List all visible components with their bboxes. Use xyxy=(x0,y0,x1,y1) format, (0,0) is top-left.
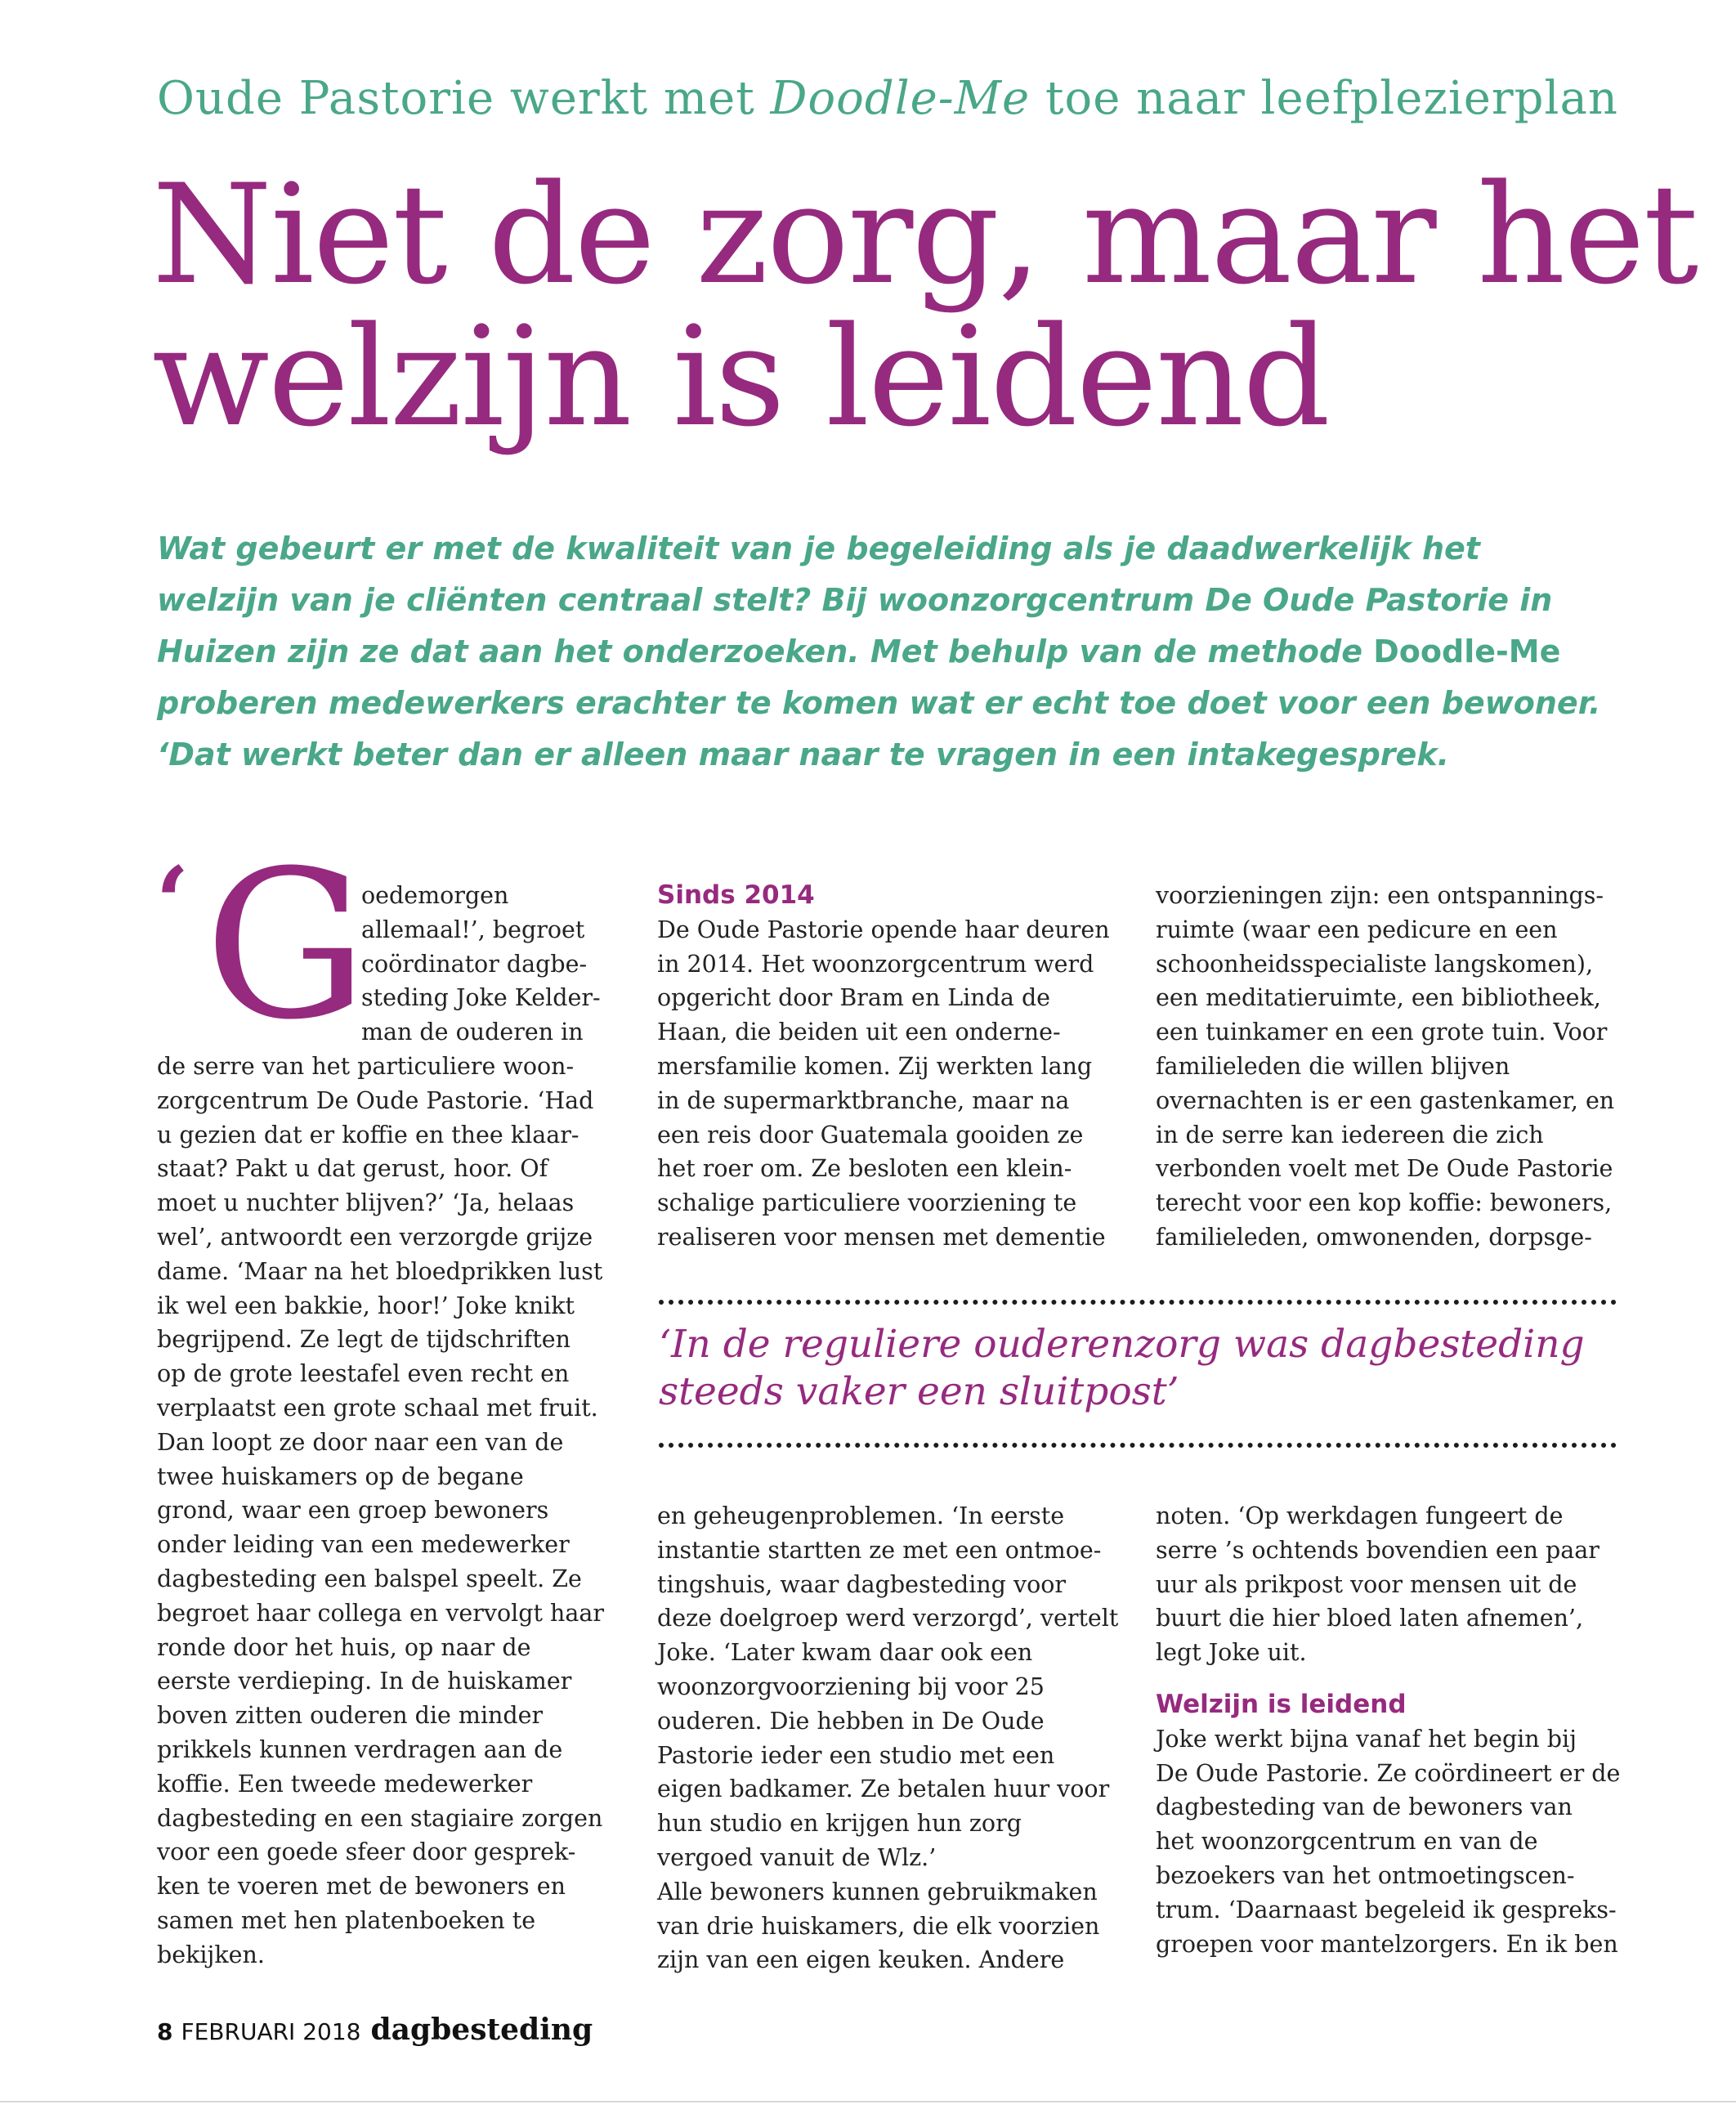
page-footer xyxy=(157,2013,593,2047)
dropcap-quote-mark: ‘ xyxy=(155,845,190,960)
text-line: tingshuis, waar dagbesteding voor xyxy=(657,1570,1067,1598)
text-line: onder leiding van een medewerker xyxy=(157,1531,570,1559)
text-line: legt Joke uit. xyxy=(1156,1639,1307,1667)
magazine-name: dagbesteding xyxy=(370,2013,593,2047)
page-bottom-rule xyxy=(0,2101,1736,2102)
text-line: u gezien dat er koffie en thee klaar- xyxy=(157,1121,579,1149)
text-line: noten. ‘Op werkdagen fungeert de xyxy=(1156,1502,1564,1529)
text-line: zijn van een eigen keuken. Andere xyxy=(657,1946,1065,1974)
intro-line-4: proberen medewerkers erachter te komen wat er echt toe doet voor een bewoner. xyxy=(157,685,1601,721)
text-line: serre ’s ochtends bovendien een paar xyxy=(1156,1536,1600,1564)
text-line: woonzorgvoorziening bij voor 25 xyxy=(657,1672,1045,1700)
text-line: grond, waar een groep bewoners xyxy=(157,1497,549,1525)
text-line: ken te voeren met de bewoners en xyxy=(157,1873,566,1901)
intro-line-3 xyxy=(157,626,1693,678)
text-line: ik wel een bakkie, hoor!’ Joke knikt xyxy=(157,1292,575,1319)
text-line: bekijken. xyxy=(157,1941,265,1968)
headline-line-2: welzijn is leidend xyxy=(152,297,1329,457)
text-line: ouderen. Die hebben in De Oude xyxy=(657,1707,1045,1735)
text-line: De Oude Pastorie. Ze coördineert er de xyxy=(1156,1759,1621,1787)
text-line: twee huiskamers op de begane xyxy=(157,1462,524,1490)
column-1-lines xyxy=(157,879,615,1972)
text-line: schoonheidsspecialiste langskomen), xyxy=(1156,950,1594,978)
headline xyxy=(152,154,1705,457)
text-line: koffie. Een tweede medewerker xyxy=(157,1770,533,1798)
headline-line-1: Niet de zorg, maar het xyxy=(152,154,1698,315)
column-2-bottom-lines xyxy=(657,1499,1119,1977)
text-line: vergoed vanuit de Wlz.’ xyxy=(657,1843,937,1871)
kicker-italic: Doodle-Me xyxy=(770,72,1031,125)
text-line: buurt die hier bloed laten afnemen’, xyxy=(1156,1605,1584,1632)
text-line: De Oude Pastorie opende haar deuren xyxy=(657,916,1110,943)
text-line: dagbesteding van de bewoners van xyxy=(1156,1793,1573,1821)
text-line: Haan, die beiden uit een onderne- xyxy=(657,1019,1061,1046)
text-line: boven zitten ouderen die minder xyxy=(157,1702,544,1730)
text-line: Alle bewoners kunnen gebruikmaken xyxy=(657,1878,1098,1905)
text-line: trum. ‘Daarnaast begeleid ik gespreks- xyxy=(1156,1896,1617,1923)
text-line: dagbesteding een balspel speelt. Ze xyxy=(157,1565,582,1592)
column-1 xyxy=(157,879,615,1972)
text-line: hun studio en krijgen hun zorg xyxy=(657,1810,1022,1838)
pullquote-line-1: ‘In de reguliere ouderenzorg was dagbesteding xyxy=(659,1322,1585,1367)
text-line: en geheugenproblemen. ‘In eerste xyxy=(657,1502,1065,1529)
text-line: Joke werkt bijna vanaf het begin bij xyxy=(1156,1725,1577,1753)
text-line: Pastorie ieder een studio met een xyxy=(657,1741,1055,1769)
intro-lead xyxy=(157,523,1693,781)
text-line: ronde door het huis, op naar de xyxy=(157,1633,531,1661)
text-line: familieleden die willen blijven xyxy=(1156,1052,1510,1080)
text-line: opgericht door Bram en Linda de xyxy=(657,984,1051,1012)
text-line: mersfamilie komen. Zij werkten lang xyxy=(657,1052,1093,1080)
text-line: zorgcentrum De Oude Pastorie. ‘Had xyxy=(157,1086,594,1114)
text-line: verbonden voelt met De Oude Pastorie xyxy=(1156,1155,1613,1183)
pullquote xyxy=(659,1321,1585,1416)
text-line: verplaatst een grote schaal met fruit. xyxy=(157,1394,598,1422)
text-line: instantie startten ze met een ontmoe- xyxy=(657,1536,1102,1564)
text-line: een meditatieruimte, een bibliotheek, xyxy=(1156,984,1601,1012)
text-line: dame. ‘Maar na het bloedprikken lust xyxy=(157,1257,603,1285)
intro-line-2: welzijn van je cliënten centraal stelt? Bij woonzorgcentrum De Oude Pastorie in xyxy=(157,582,1553,618)
text-line: uur als prikpost voor mensen uit de xyxy=(1156,1570,1577,1598)
page-number: 8 xyxy=(157,2018,173,2045)
section-heading-welzijn: Welzijn is leidend xyxy=(1156,1689,1407,1719)
column-2-top xyxy=(657,879,1115,1255)
text-line: groepen voor mantelzorgers. En ik ben xyxy=(1156,1930,1618,1958)
text-line: schalige particuliere voorziening te xyxy=(657,1189,1077,1217)
kicker xyxy=(157,72,1628,125)
text-line: terecht voor een kop koffie: bewoners, xyxy=(1156,1189,1613,1217)
kicker-after: toe naar leefplezierplan xyxy=(1030,72,1618,125)
pullquote-bottom-divider xyxy=(659,1443,1617,1448)
pullquote-line-2: steeds vaker een sluitpost’ xyxy=(659,1369,1179,1414)
intro-line-1: Wat gebeurt er met de kwaliteit van je begeleiding als je daadwerkelijk het xyxy=(157,531,1480,566)
text-line: bezoekers van het ontmoetingscen- xyxy=(1156,1861,1575,1889)
text-line: man de ouderen in xyxy=(361,1019,584,1046)
kicker-before: Oude Pastorie werkt met xyxy=(157,72,771,125)
text-line: overnachten is er een gastenkamer, en xyxy=(1156,1086,1615,1114)
text-line: van drie huiskamers, die elk voorzien xyxy=(657,1912,1100,1940)
text-line: voor een goede sfeer door gesprek- xyxy=(157,1838,576,1866)
text-line: een reis door Guatemala gooiden ze xyxy=(657,1121,1084,1149)
text-line: ruimte (waar een pedicure en een xyxy=(1156,916,1558,943)
column-3-bottom-lines-b xyxy=(1156,1722,1630,1962)
column-3-bottom-lines-a xyxy=(1156,1499,1630,1670)
text-line: deze doelgroep werd verzorgd’, vertelt xyxy=(657,1605,1119,1632)
text-line: prikkels kunnen verdragen aan de xyxy=(157,1735,563,1763)
text-line: begroet haar collega en vervolgt haar xyxy=(157,1599,605,1627)
text-line: familieleden, omwonenden, dorpsge- xyxy=(1156,1223,1592,1251)
text-line: Joke. ‘Later kwam daar ook een xyxy=(657,1639,1033,1667)
text-line: oedemorgen xyxy=(361,882,509,909)
text-line: staat? Pakt u dat gerust, hoor. Of xyxy=(157,1155,548,1183)
text-line: realiseren voor mensen met dementie xyxy=(657,1223,1106,1251)
text-line: steding Joke Kelder- xyxy=(361,984,601,1012)
column-3-top-lines xyxy=(1156,879,1630,1255)
text-line: begrijpend. Ze legt de tijdschriften xyxy=(157,1326,570,1354)
text-line: het roer om. Ze besloten een klein- xyxy=(657,1155,1072,1183)
text-line: op de grote leestafel even recht en xyxy=(157,1360,570,1388)
text-line: de serre van het particuliere woon- xyxy=(157,1052,575,1080)
issue-date: FEBRUARI 2018 xyxy=(181,2018,361,2045)
dropcap-letter: G xyxy=(204,826,368,1064)
text-line: coördinator dagbe- xyxy=(361,950,588,978)
text-line: moet u nuchter blijven?’ ‘Ja, helaas xyxy=(157,1189,575,1217)
text-line: eerste verdieping. In de huiskamer xyxy=(157,1668,572,1695)
text-line: voorzieningen zijn: een ontspannings- xyxy=(1156,882,1604,909)
text-line: in de serre kan iedereen die zich xyxy=(1156,1121,1544,1149)
intro-line-3a: Huizen zijn ze dat aan het onderzoeken. Met behulp van de methode xyxy=(157,634,1374,669)
column-2-top-lines xyxy=(657,913,1115,1255)
intro-line-5: ‘Dat werkt beter dan er alleen maar naar te vragen in een intakegesprek. xyxy=(157,737,1450,772)
text-line: dagbesteding en een stagiaire zorgen xyxy=(157,1804,603,1832)
column-2-bottom xyxy=(657,1499,1119,1977)
pullquote-top-divider xyxy=(659,1300,1617,1305)
text-line: wel’, antwoordt een verzorgde grijze xyxy=(157,1223,593,1251)
text-line: een tuinkamer en een grote tuin. Voor xyxy=(1156,1019,1608,1046)
text-line: het woonzorgcentrum en van de xyxy=(1156,1828,1538,1856)
text-line: samen met hen platenboeken te xyxy=(157,1906,536,1934)
section-heading-sinds-2014: Sinds 2014 xyxy=(657,880,815,910)
text-line: Dan loopt ze door naar een van de xyxy=(157,1428,564,1456)
text-line: allemaal!’, begroet xyxy=(361,916,585,943)
column-3-bottom xyxy=(1156,1499,1630,1961)
text-line: eigen badkamer. Ze betalen huur voor xyxy=(657,1775,1110,1803)
column-3-top xyxy=(1156,879,1630,1255)
text-line: in 2014. Het woonzorgcentrum werd xyxy=(657,950,1094,978)
text-line: in de supermarktbranche, maar na xyxy=(657,1086,1070,1114)
intro-line-3b: Doodle-Me xyxy=(1373,634,1561,669)
